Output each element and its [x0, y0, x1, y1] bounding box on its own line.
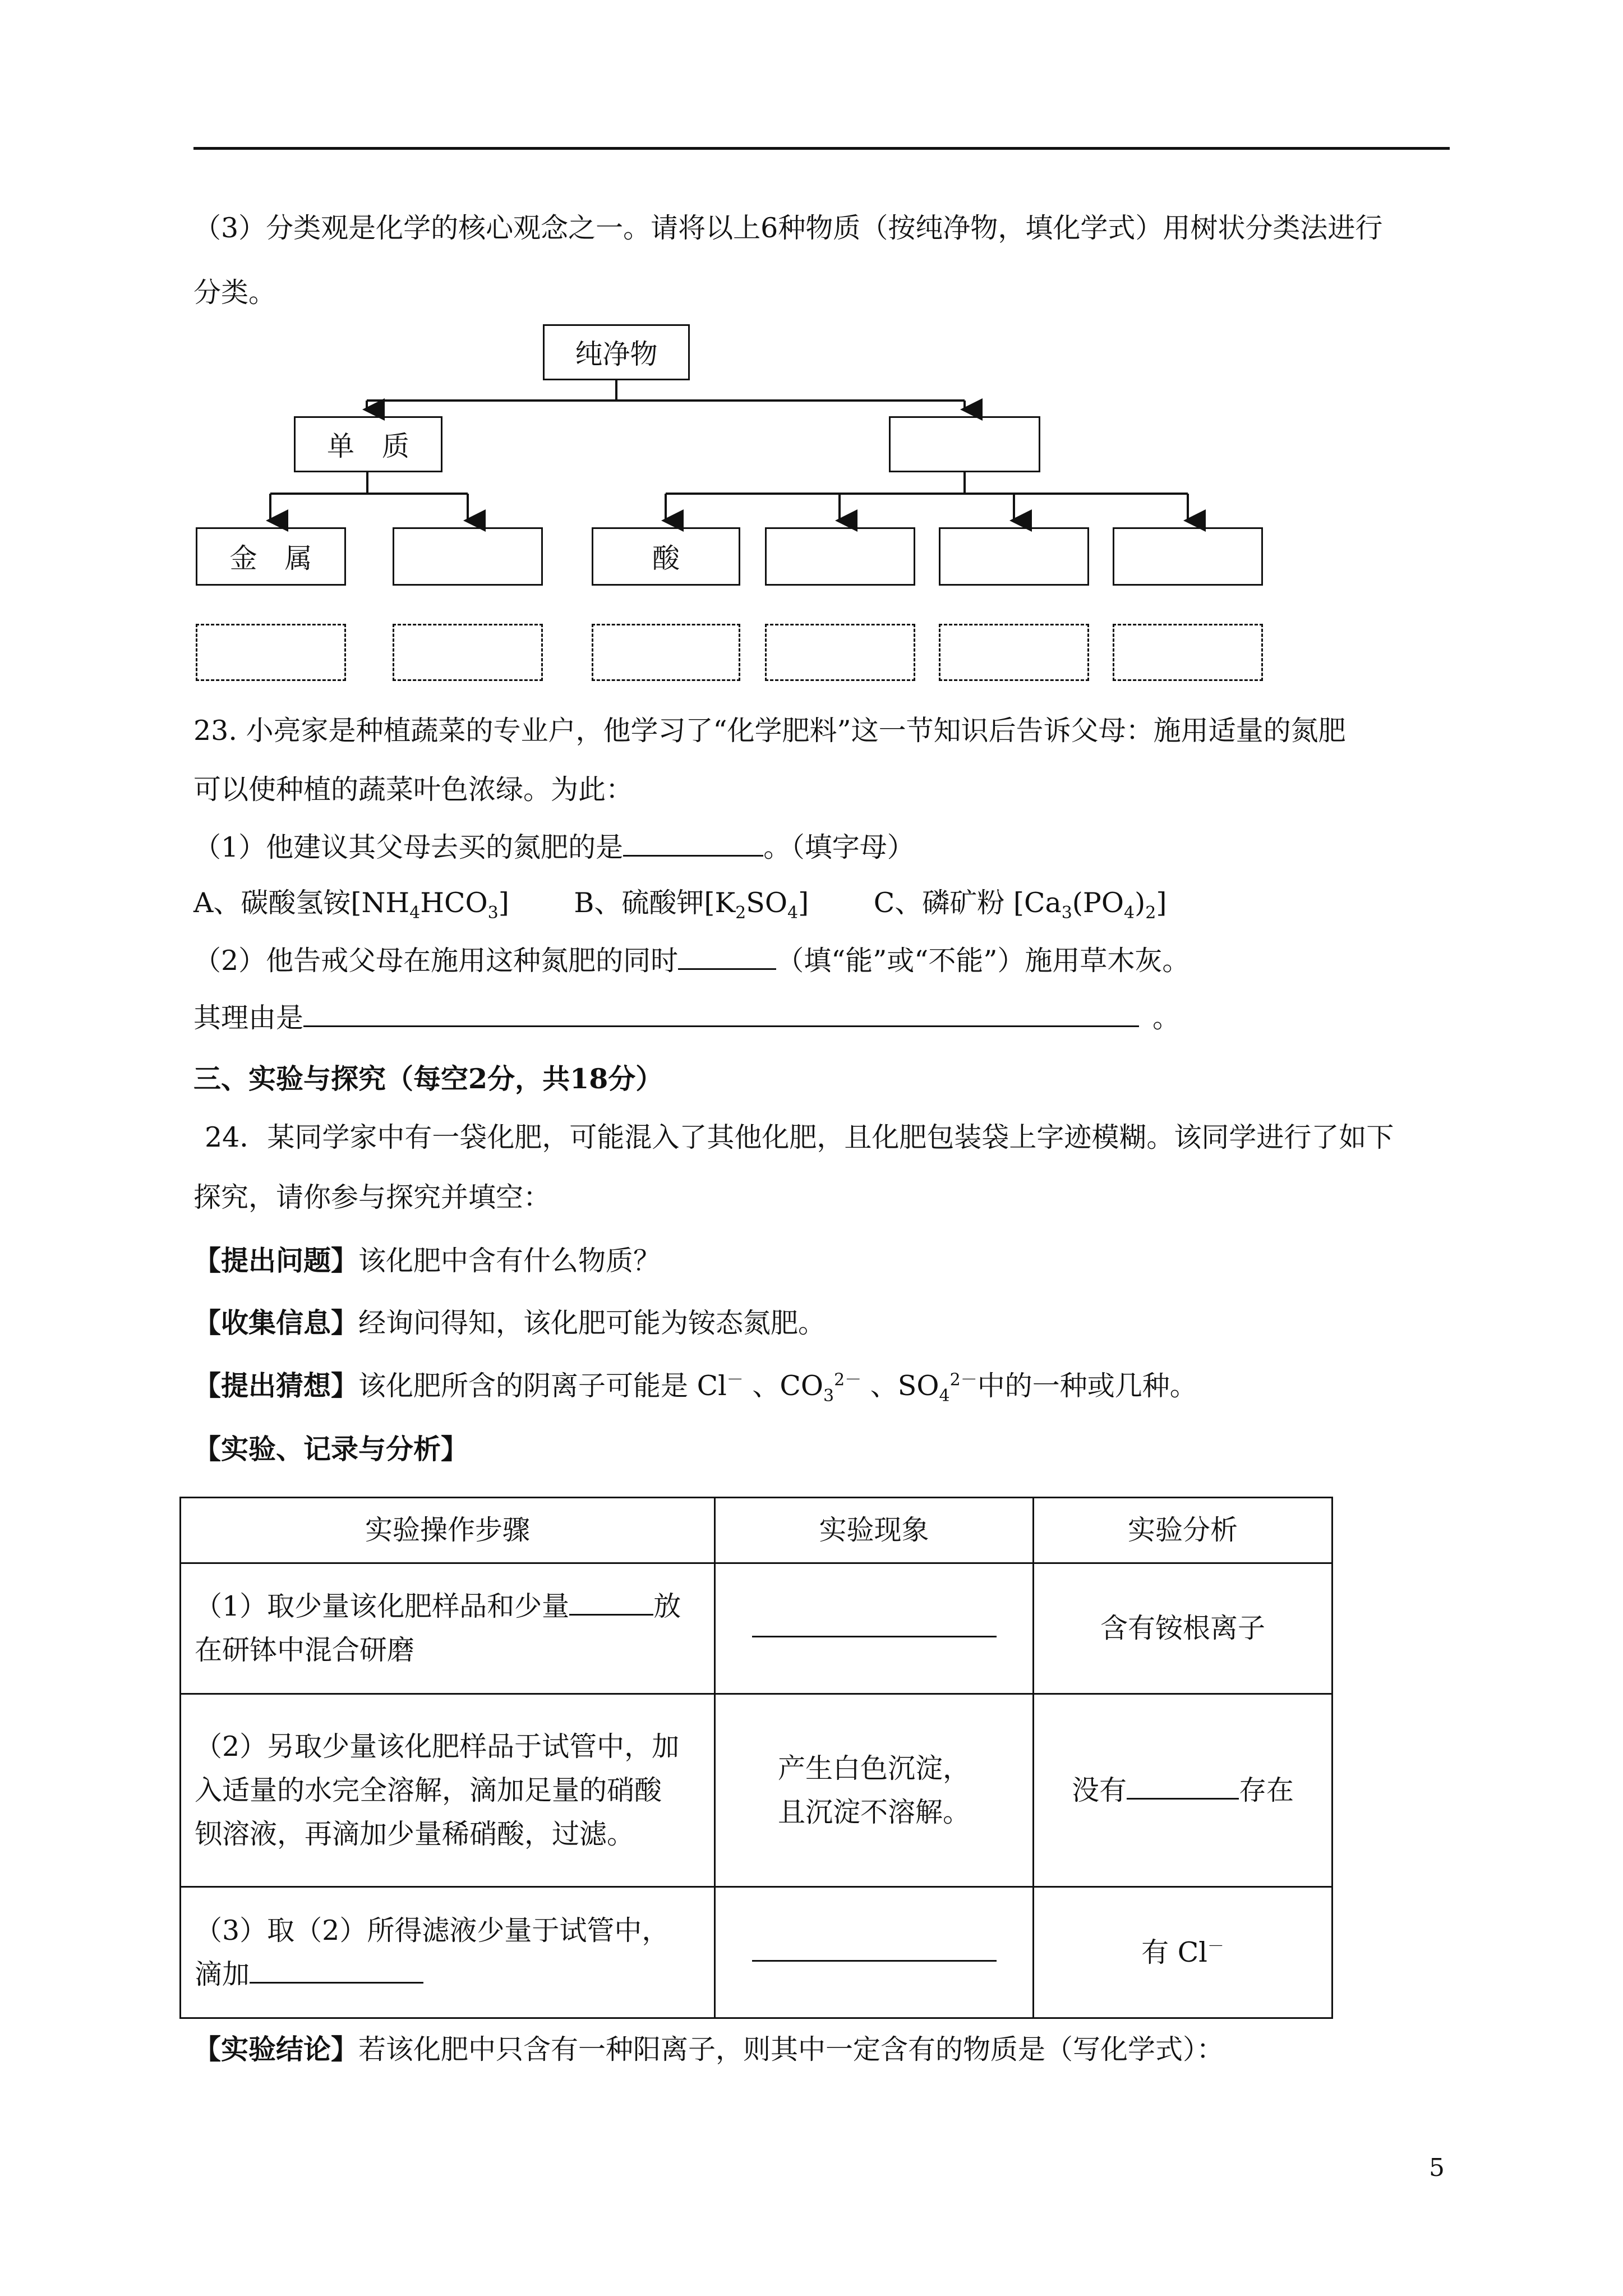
answer-dashed-box-4[interactable]: [765, 624, 915, 681]
table-header-step: 实验操作步骤: [181, 1498, 715, 1563]
row1-phenomenon: [715, 1563, 1034, 1694]
q23-part2-answer-blank[interactable]: [678, 942, 776, 970]
q24-conclusion-label: 【实验结论】: [193, 2033, 359, 2065]
page-number: 5: [1429, 2154, 1445, 2182]
q22-3-line1: （3）分类观是化学的核心观念之一。请将以上6种物质（按纯净物，填化学式）用树状分类法进行: [193, 212, 1383, 244]
row1-step: （1）取少量该化肥样品和少量 放 在研钵中混合研磨: [181, 1563, 715, 1694]
q23-line1: 23. 小亮家是种植蔬菜的专业户，他学习了“化学肥料”这一节知识后告诉父母：施用适量的氮肥: [193, 715, 1346, 747]
q23-option-b: B、硫酸钾$[K_2SO_4]$: [574, 887, 809, 923]
answer-dashed-box-5[interactable]: [939, 624, 1089, 681]
q23-reason-end: 。: [1152, 1002, 1181, 1034]
q24-conclusion-text: 若该化肥中只含有一种阳离子，则其中一定含有的物质是（写化学式）：: [358, 2033, 1224, 2065]
answer-dashed-box-3[interactable]: [592, 624, 740, 681]
q23-part1-hint: 。（填字母）: [763, 831, 915, 863]
q24-guess-label: 【提出猜想】: [193, 1369, 359, 1402]
q23-part2-prompt: （2）他告戒父母在施用这种氮肥的同时: [193, 945, 679, 977]
q24-record-heading: 【实验、记录与分析】: [193, 1433, 469, 1465]
row1-reagent-blank[interactable]: [569, 1588, 653, 1616]
tree-elemental-box: 单 质: [294, 416, 442, 472]
tree-connectors: [0, 0, 1623, 628]
section-3-heading: 三、实验与探究（每空2分，共18分）: [193, 1062, 663, 1095]
table-header-phenomenon: 实验现象: [715, 1498, 1034, 1563]
row3-phenomenon: [715, 1887, 1034, 2018]
tree-root-box: 纯净物: [543, 324, 690, 380]
q24-info: [193, 1306, 826, 1340]
q23-reason-label: 其理由是: [193, 1002, 304, 1034]
row2-step: （2）另取少量该化肥样品于试管中，加 入适量的水完全溶解，滴加足量的硝酸 钡溶液，再滴加少量稀硝酸，过滤。: [181, 1694, 715, 1887]
q23-part1: [193, 829, 915, 864]
tree-acid-box: 酸: [592, 527, 740, 586]
answer-dashed-box-1[interactable]: [196, 624, 346, 681]
q24-guess: 【提出猜想】该化肥所含的阴离子可能是 Cl－ 、$CO_3^{2-}$ 、$SO_4^{2-}$中的一种或几种。: [193, 1369, 1197, 1406]
q24-conclusion: [193, 2032, 1224, 2067]
q24-info-text: 经询问得知，该化肥可能为铵态氮肥。: [358, 1307, 826, 1339]
row2-analysis: 没有 存在: [1034, 1694, 1332, 1887]
row2-phenomenon: 产生白色沉淀， 且沉淀不溶解。: [715, 1694, 1034, 1887]
answer-dashed-box-2[interactable]: [393, 624, 543, 681]
experiment-table: [179, 1497, 1333, 2019]
q23-option-c: C、磷矿粉 $[Ca_3(PO_4)_2]$: [873, 887, 1167, 923]
row1-analysis: 含有铵根离子: [1034, 1563, 1332, 1694]
q23-reason-answer-blank[interactable]: [303, 1000, 1139, 1027]
row2-ion-blank[interactable]: [1127, 1772, 1239, 1800]
q22-3-line2: 分类。: [193, 277, 276, 309]
q23-part1-answer-blank[interactable]: [623, 829, 763, 857]
q23-part1-prompt: （1）他建议其父母去买的氮肥的是: [193, 831, 624, 863]
row3-analysis: 有 Cl－: [1034, 1887, 1332, 2018]
q24-line2: 探究，请你参与探究并填空：: [193, 1181, 551, 1213]
q24-question: [193, 1244, 661, 1278]
table-row: [181, 1563, 1332, 1694]
row3-phenomenon-blank[interactable]: [752, 1934, 997, 1962]
q23-part2: [193, 942, 1189, 978]
q23-reason: [193, 1000, 1180, 1035]
q23-option-a: A、碳酸氢铵$[NH_4HCO_3]$: [193, 887, 509, 923]
tree-metal-box: 金 属: [196, 527, 346, 586]
q23-options: [193, 886, 1167, 923]
q24-question-label: 【提出问题】: [193, 1244, 359, 1277]
row3-reagent-blank[interactable]: [250, 1956, 423, 1984]
row1-phenomenon-blank[interactable]: [752, 1610, 997, 1637]
table-header-analysis: 实验分析: [1034, 1498, 1332, 1563]
table-row: [181, 1887, 1332, 2018]
table-row: [181, 1694, 1332, 1887]
row3-step: （3）取（2）所得滤液少量于试管中， 滴加: [181, 1887, 715, 2018]
q24-info-label: 【收集信息】: [193, 1306, 359, 1339]
q24-question-text: 该化肥中含有什么物质？: [358, 1245, 661, 1277]
answer-dashed-box-6[interactable]: [1113, 624, 1263, 681]
q24-line1: 24．某同学家中有一袋化肥，可能混入了其他化肥，且化肥包装袋上字迹模糊。该同学进行了如下: [205, 1121, 1394, 1153]
q23-line2: 可以使种植的蔬菜叶色浓绿。为此：: [193, 774, 634, 806]
q23-part2-hint: （填“能”或“不能”）施用草木灰。: [776, 945, 1190, 977]
